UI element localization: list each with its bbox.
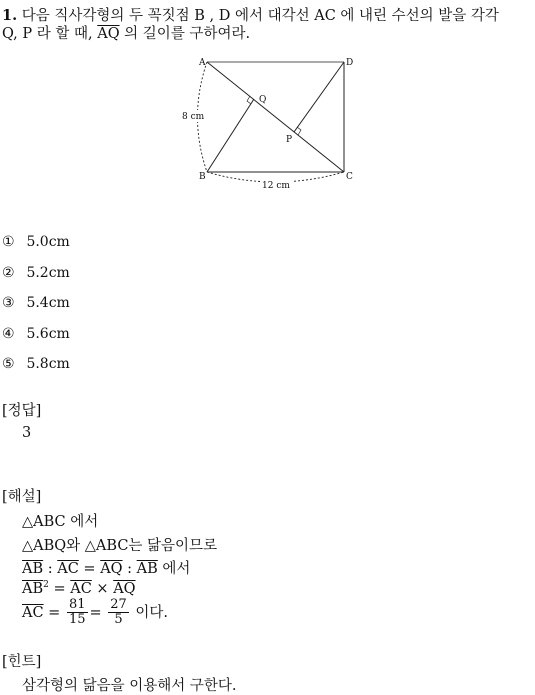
question-line-1: 1. 다음 직사각형의 두 꼭짓점 B , D 에서 대각선 AC 에 내린 수선의 발을 각각	[2, 7, 499, 24]
choice-2[interactable]: ② 5.2cm	[2, 265, 70, 281]
choice-5[interactable]: ⑤ 5.8cm	[2, 356, 70, 372]
explanation-line-4: $\overline{AB}^2 = \overline{AC} \times \overline{AQ}$	[22, 580, 136, 597]
segment-aq: $\overline{AQ}$	[97, 26, 120, 42]
right-angle-p	[297, 127, 301, 135]
label-a: A	[199, 58, 206, 68]
explanation-heading: [해설]	[2, 489, 42, 505]
rectangle-figure	[170, 52, 370, 197]
label-d: D	[346, 58, 354, 68]
label-b: B	[199, 172, 206, 182]
perpendicular-dp	[294, 62, 344, 132]
fraction-81-15: $\frac{81}{15}$	[68, 597, 86, 628]
answer-value: 3	[22, 425, 32, 441]
explanation-line-3: $\overline{AB}$ : $\overline{AC} = \overline{AQ}$ : $\overline{AB}$ 에서	[22, 561, 191, 577]
label-q: Q	[259, 95, 267, 105]
label-p: P	[286, 135, 293, 145]
label-c: C	[346, 172, 353, 182]
hint-heading: [힌트]	[2, 654, 42, 670]
hint-text: 삼각형의 닮음을 이용해서 구한다.	[22, 678, 237, 694]
question-number: 1.	[2, 7, 18, 24]
side-length-bottom: 12 cm	[262, 181, 290, 191]
fraction-27-5: $\frac{27}{5}$	[110, 597, 127, 628]
side-length-left: 8 cm	[182, 112, 205, 122]
explanation-line-1: △ABC 에서	[22, 514, 99, 530]
diagonal-ac	[207, 62, 344, 172]
choice-3[interactable]: ③ 5.4cm	[2, 295, 70, 311]
explanation-line-2: △ABQ와 △ABC는 닮음이므로	[22, 538, 218, 554]
choice-1[interactable]: ① 5.0cm	[2, 234, 70, 250]
answer-heading: [정답]	[2, 403, 42, 419]
perpendicular-bq	[207, 99, 254, 172]
question-line-2: Q, P 라 할 때, $\overline{AQ}$ 의 길이를 구하여라.	[2, 26, 251, 42]
choice-4[interactable]: ④ 5.6cm	[2, 326, 70, 342]
explanation-line-5: $\overline{AC}$ = $\frac{81}{15}$ = $\frac{27}{5}$ 이다.	[22, 597, 169, 628]
